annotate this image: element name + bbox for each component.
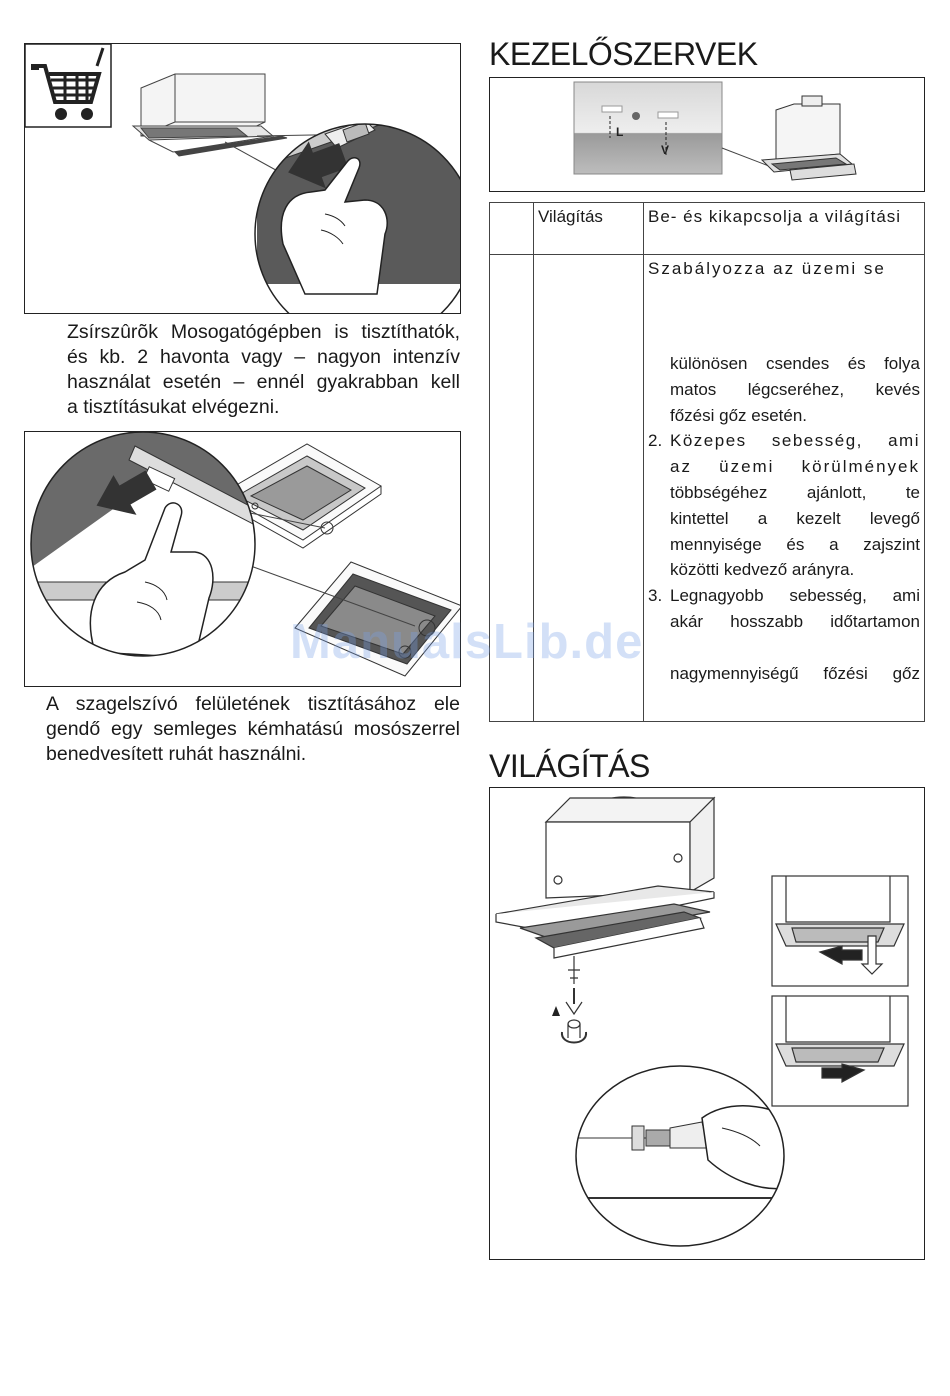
list-item: nagymennyiségű főzési gőz — [670, 663, 920, 683]
filter-paragraph-line-2: és kb. 2 havonta vagy – nagyon intenzív — [67, 346, 460, 368]
list-item: többségéhez ajánlott, te — [670, 482, 920, 502]
table-cell-description — [644, 255, 925, 722]
table-row — [490, 203, 925, 255]
controls-heading: KEZELŐSZERVEK — [489, 36, 758, 72]
cleaning-paragraph-line-3: benedvesített ruhát használni. — [46, 743, 307, 765]
list-item: az üzemi körülmények — [670, 457, 920, 477]
lighting-heading: VILÁGÍTÁS — [489, 748, 650, 784]
surface-cleaning-paragraph — [46, 692, 460, 767]
controls-figure — [489, 77, 925, 192]
shopping-cart-icon — [25, 44, 111, 127]
speed-description-top: Szabályozza az üzemi se — [648, 259, 886, 278]
table-cell-symbol — [490, 203, 534, 255]
lighting-description: Be- és kikapcsolja a világítási — [648, 207, 902, 226]
cleaning-paragraph-line-1: A szagelszívó felületének tisztításához ele — [46, 693, 460, 715]
filter-paragraph-line-3: használat esetén – ennél gyakrabban kell — [67, 371, 460, 393]
grease-filter-figure — [24, 43, 461, 314]
list-item: 3. Legnagyobb sebesség, ami — [648, 586, 920, 606]
list-item: különösen csendes és folya — [670, 354, 920, 373]
filter-cleaning-paragraph — [67, 320, 460, 420]
list-item: akár hosszabb időtartamon — [670, 611, 920, 631]
watermark: ManualsLib.de — [290, 615, 644, 669]
list-item: kintettel a kezelt levegő — [670, 508, 920, 528]
list-item: mennyisége és a zajszint — [670, 534, 920, 554]
list-item: 2. Közepes sebesség, ami — [648, 431, 920, 451]
filter-paragraph-line-1: Zsírszûrõk Mosogatógépben is tisztíthatók, — [67, 321, 460, 343]
lighting-figure — [489, 787, 925, 1260]
list-item: főzési gőz esetén. — [670, 405, 808, 425]
cleaning-paragraph-line-2: gendő egy semleges kémhatású mosószerrel — [46, 718, 460, 740]
list-item: matos légcseréhez, kevés — [670, 379, 920, 399]
table-cell-description — [644, 203, 925, 255]
filter-paragraph-line-4: a tisztításukat elvégezni. — [67, 396, 280, 418]
table-cell-name: Világítás — [534, 203, 644, 255]
label-l: L — [616, 125, 624, 139]
speed-list — [648, 351, 920, 687]
list-item: közötti kedvező arányra. — [670, 560, 855, 580]
label-v: V — [661, 143, 670, 157]
